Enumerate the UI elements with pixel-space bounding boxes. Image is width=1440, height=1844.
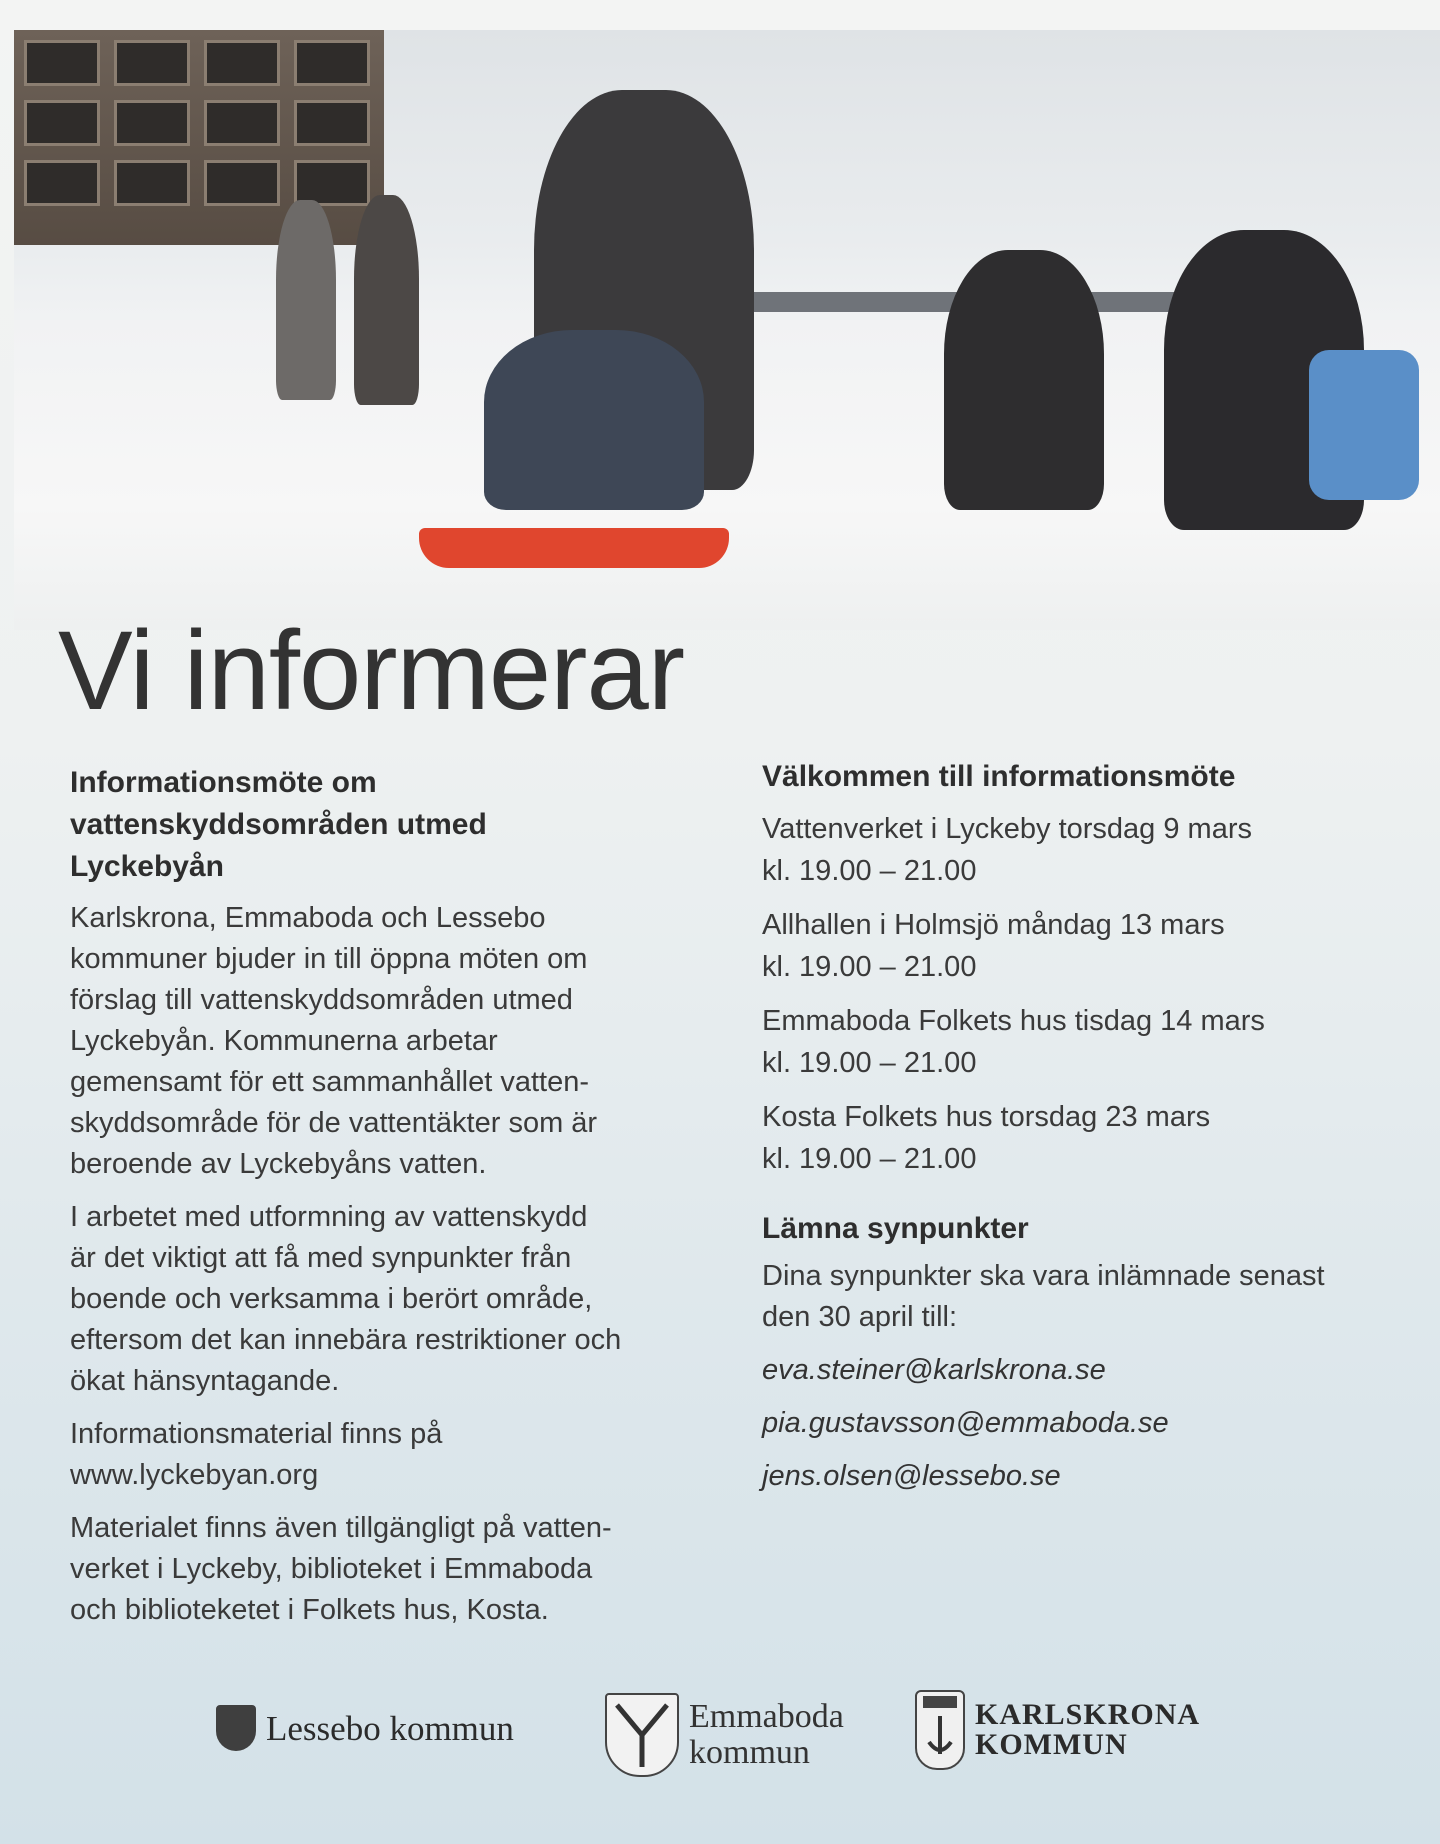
- material-paragraph: [70, 1414, 720, 1496]
- meeting-place: Allhallen i Holmsjö måndag 13 mars: [762, 909, 1225, 941]
- meeting-item: [762, 1000, 1422, 1084]
- meeting-item: [762, 808, 1422, 892]
- text-line: boende och verksamma i berört område,: [70, 1283, 593, 1315]
- text-line: Karlskrona, Emmaboda och Lessebo: [70, 902, 546, 934]
- blue-backpack: [1309, 350, 1419, 500]
- meeting-place: Vattenverket i Lyckeby torsdag 9 mars: [762, 813, 1252, 845]
- emmaboda-shield-icon: [605, 1693, 679, 1777]
- meeting-time: kl. 19.00 – 21.00: [762, 1047, 977, 1079]
- meeting-time: kl. 19.00 – 21.00: [762, 855, 977, 887]
- winter-photo: [14, 30, 1440, 630]
- page-title: Vi informerar: [58, 608, 685, 733]
- building: [14, 30, 384, 245]
- walker-figure: [276, 200, 336, 400]
- text-line: Informationsmaterial finns på: [70, 1418, 443, 1450]
- text-line: I arbetet med utformning av vattenskydd: [70, 1201, 588, 1233]
- left-column: [70, 762, 720, 1643]
- meeting-item: [762, 1096, 1422, 1180]
- text-line: gemensamt för ett sammanhållet vatten-: [70, 1066, 590, 1098]
- karlskrona-crown-shield-icon: [915, 1690, 965, 1770]
- email-link[interactable]: eva.steiner@karlskrona.se: [762, 1354, 1106, 1386]
- walker-figure: [354, 195, 419, 405]
- text-line: verket i Lyckeby, biblioteket i Emmaboda: [70, 1553, 593, 1585]
- email-list: [762, 1344, 1422, 1503]
- text-line: förslag till vattenskyddsområden utmed: [70, 984, 573, 1016]
- title-line: Lyckebyån: [70, 850, 224, 883]
- karlskrona-logo: [915, 1690, 1200, 1770]
- meeting-time: kl. 19.00 – 21.00: [762, 1143, 977, 1175]
- meeting-place: Emmaboda Folkets hus tisdag 14 mars: [762, 1005, 1265, 1037]
- municipality-logos: [210, 1685, 1260, 1775]
- red-sled: [419, 528, 729, 568]
- text-line: och biblioteketet i Folkets hus, Kosta.: [70, 1594, 549, 1626]
- meeting-item: [762, 904, 1422, 988]
- emmaboda-logo-text: Emmaboda kommun: [689, 1698, 844, 1771]
- text-line: kommuner bjuder in till öppna möten om: [70, 943, 588, 975]
- sitting-woman-figure: [944, 250, 1104, 510]
- website-link[interactable]: www.lyckebyan.org: [70, 1459, 319, 1491]
- availability-paragraph: [70, 1508, 720, 1631]
- meeting-time: kl. 19.00 – 21.00: [762, 951, 977, 983]
- meetings-heading: Välkommen till informationsmöte: [762, 760, 1236, 793]
- text-line: är det viktigt att få med synpunkter från: [70, 1242, 572, 1274]
- email-link[interactable]: jens.olsen@lessebo.se: [762, 1460, 1061, 1492]
- child-figure: [484, 330, 704, 510]
- text-line: Materialet finns även tillgängligt på vatten-: [70, 1512, 612, 1544]
- lessebo-shield-icon: [216, 1705, 256, 1751]
- text-line: skyddsområde för de vattentäkter som är: [70, 1107, 598, 1139]
- title-line: vattenskyddsområden utmed: [70, 808, 487, 841]
- article-title: [70, 762, 720, 888]
- work-paragraph: [70, 1197, 720, 1402]
- meeting-place: Kosta Folkets hus torsdag 23 mars: [762, 1101, 1211, 1133]
- text-line: beroende av Lyckebyåns vatten.: [70, 1148, 487, 1180]
- text-line: Lyckebyån. Kommunerna arbetar: [70, 1025, 498, 1057]
- right-column: [762, 756, 1422, 1503]
- lessebo-logo: [216, 1705, 514, 1751]
- karlskrona-logo-text: KARLSKRONA KOMMUN: [975, 1698, 1201, 1761]
- submit-heading: Lämna synpunkter: [762, 1212, 1029, 1245]
- title-line: Informationsmöte om: [70, 766, 377, 799]
- text-line: ökat hänsyntagande.: [70, 1365, 340, 1397]
- lessebo-logo-text: Lessebo kommun: [266, 1708, 514, 1748]
- text-line: Dina synpunkter ska vara inlämnade senast: [762, 1260, 1325, 1292]
- intro-paragraph: [70, 898, 720, 1185]
- email-link[interactable]: pia.gustavsson@emmaboda.se: [762, 1407, 1169, 1439]
- emmaboda-logo: [605, 1693, 844, 1777]
- text-line: den 30 april till:: [762, 1301, 958, 1333]
- text-line: eftersom det kan innebära restriktioner och: [70, 1324, 622, 1356]
